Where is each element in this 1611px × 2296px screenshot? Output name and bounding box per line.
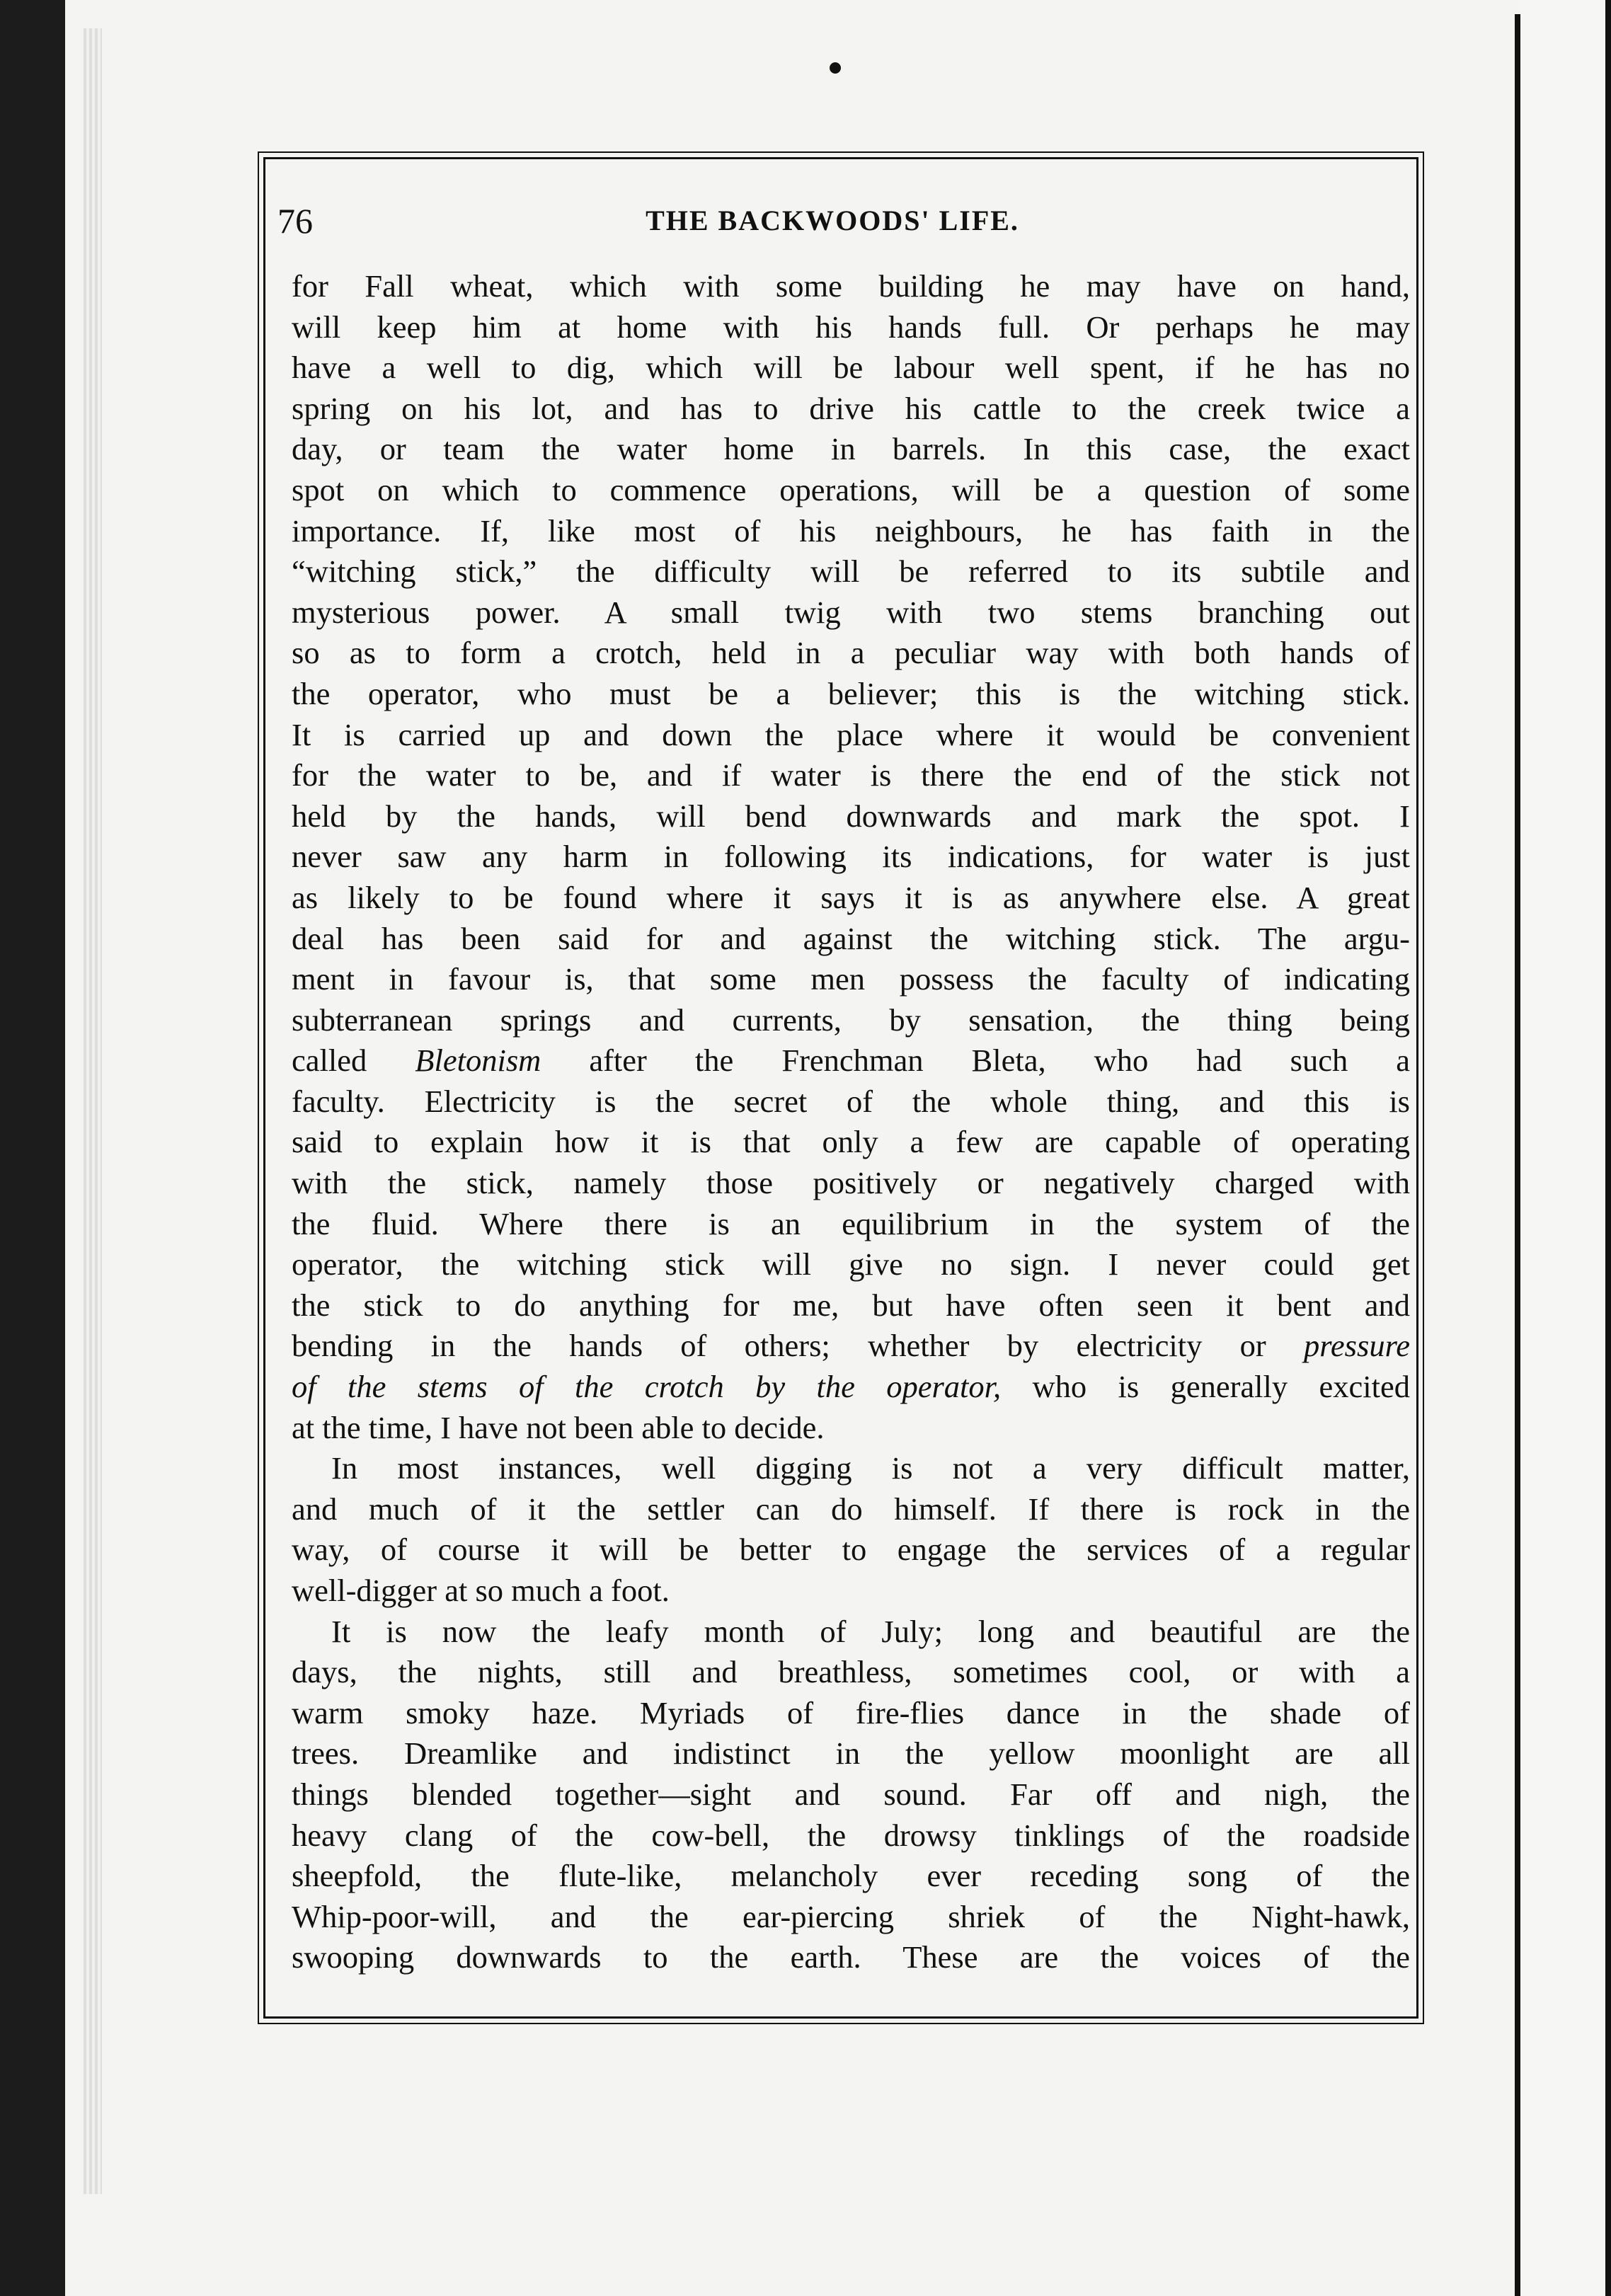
ink-dot [830, 62, 841, 74]
text-line-mixed [292, 1326, 1410, 1367]
page-number: 76 [277, 201, 313, 241]
text-line: for the water to be, and if water is there the end of the stick not [292, 757, 1410, 793]
text-line: spring on his lot, and has to drive his cattle to the creek twice a [292, 390, 1410, 426]
text-line: deal has been said for and against the witching stick. The argu- [292, 920, 1410, 956]
body-text [292, 266, 1410, 1978]
text-line: way, of course it will be better to engage the services of a regular [292, 1532, 1410, 1568]
text-line: held by the hands, will bend downwards and mark the spot. I [292, 798, 1410, 834]
text-line: the stick to do anything for me, but have often seen it bent and [292, 1287, 1410, 1323]
text-line: and much of it the settler can do himself. If there is rock in the [292, 1491, 1410, 1527]
text-line: faculty. Electricity is the secret of the whole thing, and this is [292, 1083, 1410, 1119]
text-run: after the Frenchman Bleta, who had such a [589, 1043, 1411, 1079]
text-line: the fluid. Where there is an equilibrium in the system of the [292, 1205, 1410, 1241]
text-line: trees. Dreamlike and indistinct in the yellow moonlight are all [292, 1735, 1410, 1772]
text-line: warm smoky haze. Myriads of fire-flies dance in the shade of [292, 1694, 1410, 1730]
text-run: bending in the hands of others; whether by electricity or [292, 1328, 1266, 1364]
text-line: spot on which to commence operations, will be a question of some [292, 471, 1410, 507]
text-line: subterranean springs and currents, by sensation, the thing being [292, 1001, 1410, 1038]
text-line: the operator, who must be a believer; this is the witching stick. [292, 675, 1410, 711]
text-line-mixed [292, 1040, 1410, 1081]
scan-border-right [1605, 0, 1611, 2296]
text-line: have a well to dig, which will be labour well spent, if he has no [292, 350, 1410, 386]
text-line: things blended together—sight and sound. Far off and nigh, the [292, 1776, 1410, 1812]
text-line: In most instances, well digging is not a very difficult matter, [331, 1450, 1410, 1486]
text-line: never saw any harm in following its indications, for water is just [292, 839, 1410, 875]
text-line: “witching stick,” the difficulty will be referred to its subtile and [292, 553, 1410, 590]
text-line: with the stick, namely those positively or negatively charged with [292, 1165, 1410, 1201]
facing-page-edge [1520, 0, 1611, 2296]
text-line: It is carried up and down the place where it would be convenient [292, 716, 1410, 752]
italic-phrase: of the stems of the crotch by the operator, [292, 1369, 1002, 1405]
text-line: heavy clang of the cow-bell, the drowsy tinklings of the roadside [292, 1817, 1410, 1853]
italic-term: Bletonism [415, 1043, 541, 1079]
running-head: THE BACKWOODS' LIFE. [646, 205, 1019, 236]
text-line: so as to form a crotch, held in a peculiar way with both hands of [292, 635, 1410, 671]
text-line: days, the nights, still and breathless, sometimes cool, or with a [292, 1654, 1410, 1690]
text-run: called [292, 1043, 367, 1079]
text-line: mysterious power. A small twig with two stems branching out [292, 594, 1410, 630]
text-line: at the time, I have not been able to decide. [292, 1409, 825, 1445]
text-line: importance. If, like most of his neighbours, he has faith in the [292, 512, 1410, 549]
page-edge-left [84, 28, 102, 2194]
text-line: as likely to be found where it says it is as anywhere else. A great [292, 879, 1410, 915]
text-line-mixed [292, 1367, 1410, 1408]
text-line: operator, the witching stick will give no sign. I never could get [292, 1246, 1410, 1282]
text-line: swooping downwards to the earth. These are the voices of the [292, 1939, 1410, 1975]
text-line: for Fall wheat, which with some building he may have on hand, [292, 268, 1410, 304]
page-header [277, 193, 1416, 249]
text-line: will keep him at home with his hands full. Or perhaps he may [292, 309, 1410, 345]
text-line: said to explain how it is that only a few are capable of operating [292, 1124, 1410, 1160]
text-line: Whip-poor-will, and the ear-piercing shriek of the Night-hawk, [292, 1898, 1410, 1934]
text-line: day, or team the water home in barrels. In this case, the exact [292, 431, 1410, 467]
text-line: ment in favour is, that some men possess the faculty of indicating [292, 961, 1410, 997]
gutter-shadow [1515, 14, 1520, 2296]
text-run: who is generally excited [1032, 1369, 1410, 1405]
italic-phrase: pressure [1304, 1328, 1410, 1364]
text-line: well-digger at so much a foot. [292, 1573, 670, 1608]
text-line: sheepfold, the flute-like, melancholy ever receding song of the [292, 1858, 1410, 1894]
text-line: It is now the leafy month of July; long and beautiful are the [331, 1613, 1410, 1649]
